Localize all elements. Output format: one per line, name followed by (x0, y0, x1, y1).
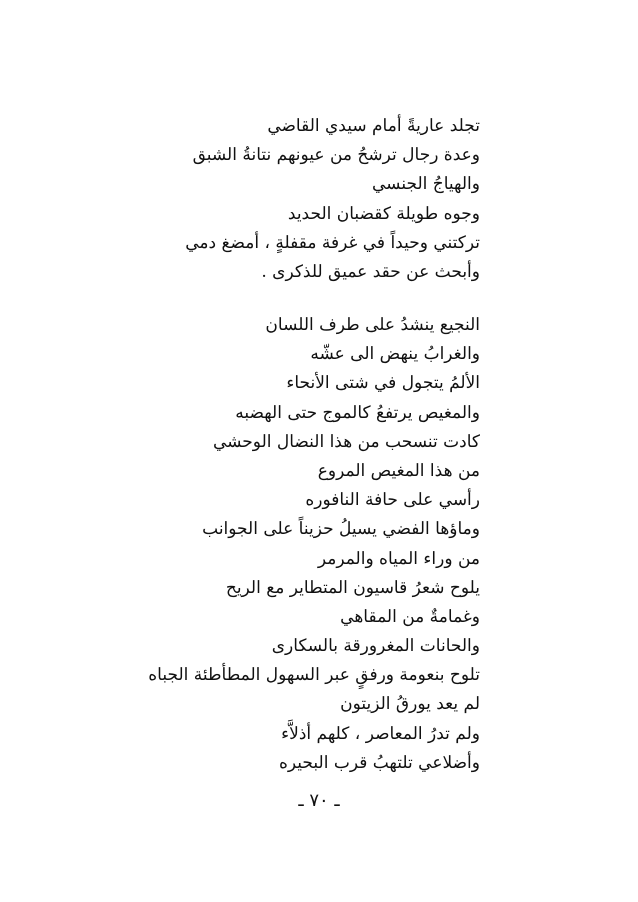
poem-line: لم يعد يورقُ الزيتون (340, 694, 480, 715)
poem-line: من وراء المياه والمرمر (317, 548, 480, 569)
poem-line: تركتني وحيداً في غرفة مقفلةٍ ، أمضغ دمي (185, 232, 480, 253)
poem-line: النجيع ينشدُ على طرف اللسان (265, 315, 480, 335)
poem-line: وعدة رجال ترشحُ من عيونهم نتانةُ الشبق (192, 145, 480, 166)
poem-line: وأبحث عن حقد عميق للذكرى . (261, 261, 480, 282)
poem-line: تلوح بنعومة ورفقٍ عبر السهول المطأطئة الجباه (148, 665, 480, 686)
poem-line: يلوح شعرُ قاسيون المتطاير مع الريح (225, 577, 480, 598)
poem-stanza-1 (185, 112, 480, 287)
poem-line: تجلد عاريةً أمام سيدي القاضي (267, 116, 480, 136)
poem-line: ولم تدرُ المعاصر ، كلهم أذلاَّء (281, 723, 480, 744)
poem-line: وأضلاعي تلتهبُ قرب البحيره (279, 752, 480, 773)
poem-line: والمغيص يرتفعُ كالموج حتى الهضبه (235, 402, 480, 423)
poem-stanza-2 (148, 311, 480, 778)
page-number: ـ ٧٠ ـ (298, 790, 340, 811)
poem-line: والهياجُ الجنسي (372, 174, 480, 195)
poem-line: الألمُ يتجول في شتى الأنحاء (286, 373, 480, 394)
poem-line: والحانات المغرورقة بالسكارى (271, 636, 480, 657)
poem-line: وغمامةٌ من المقاهي (340, 606, 480, 627)
poem-line: وماؤها الفضي يسيلُ حزيناً على الجوانب (202, 519, 480, 540)
poem-line: من هذا المغيص المروع (317, 460, 480, 481)
poem-line: كادت تنسحب من هذا النضال الوحشي (212, 431, 480, 452)
poem-line: والغرابُ ينهض الى عشّه (310, 344, 480, 365)
poem-line: وجوه طويلة كقضبان الحديد (287, 203, 480, 224)
poem-line: رأسي على حافة النافوره (305, 490, 480, 511)
